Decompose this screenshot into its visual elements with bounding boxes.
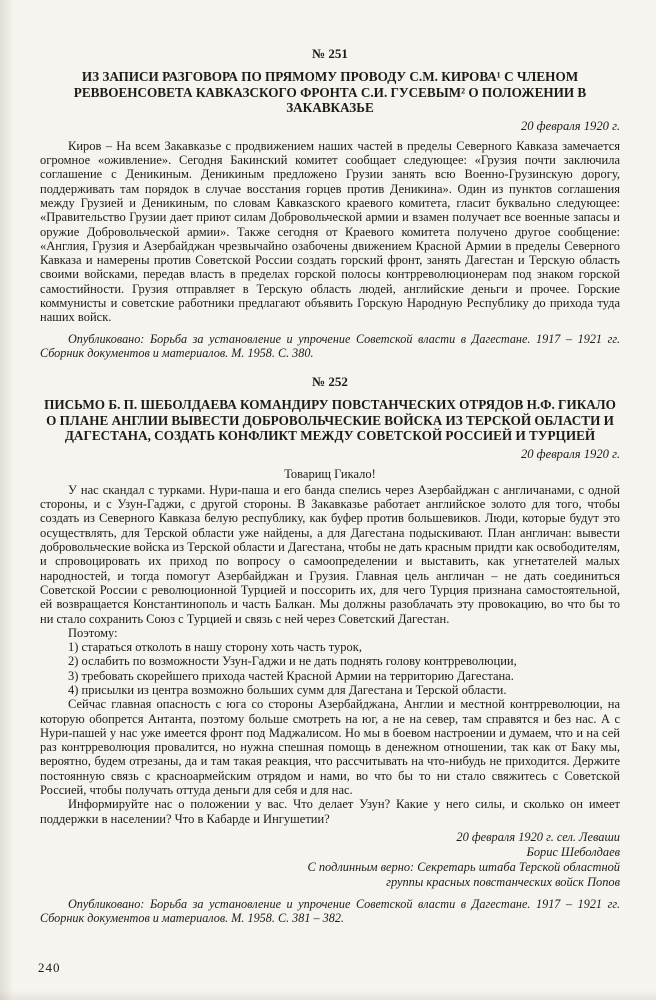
page-number: 240 [38, 960, 61, 975]
doc-title: ИЗ ЗАПИСИ РАЗГОВОРА ПО ПРЯМОМУ ПРОВОДУ С.М. КИРОВА¹ С ЧЛЕНОМ РЕВВОЕНСОВЕТА КАВКАЗСКОГО ФРОНТА С.И. ГУСЕВЫМ² О ПОЛОЖЕНИИ В ЗАКАВКАЗЬЕ [73, 69, 587, 116]
doc-date: 20 февраля 1920 г. [520, 118, 620, 133]
published-note: Опубликовано: Борьба за установление и упрочение Советской власти в Дагестане. 1917 – 1921 гг. Сборник документов и материалов. М. 1958. С. 381 – 382. [40, 896, 620, 926]
section-divider-space [40, 360, 620, 374]
list-item: 1) стараться отколоть в нашу сторону хоть часть турок, [68, 640, 362, 655]
signature-date-place: 20 февраля 1920 г. сел. Леваши [456, 829, 620, 844]
document-251 [40, 46, 620, 360]
list-item: 2) ослабить по возможности Узун-Гаджи и не дать поднять голову контрреволюции, [68, 654, 517, 669]
doc-date: 20 февраля 1920 г. [520, 446, 620, 461]
doc-body-paragraph: Информируйте нас о положении у вас. Что делает Узун? Какие у него силы, и сколько он имеет поддержки в населении? Что в Кабарде и Ингушетии? [40, 797, 620, 826]
published-note: Опубликовано: Борьба за установление и упрочение Советской власти в Дагестане. 1917 – 1921 гг. Сборник документов и материалов. М. 1958. С. 380. [40, 331, 620, 360]
doc-body-paragraph: Поэтому: [68, 625, 118, 640]
doc-body-paragraph: У нас скандал с турками. Нури-паша и его банда спелись через Азербайджан с англичанами, с одной стороны, и с Узун-Гаджи, с другой стороны. В Закавказье работает английское золото для того, чтобы создать из Северного Кавказа белую республику, как буфер против большевиков. Люди, которые будут это осуществлять, для Терской области уже найдены, а для Дагестана подыскивают. План англичан: вывести добровольческие войска из Терской области и Дагестана, чтобы не дать красным придти как освободителям, и спровоцировать их приход по вопросу о самоопределении и выставить, как угнетателей малых народностей, и тогда помогут Азербайджан и Грузия. Главная цель англичан – не дать соединиться Советской России с революционной Турцией и поссорить их, для чего Турция признана самостоятельной, ей возвращается Константинополь и часть Балкан. Мы должны разоблачать эту провокацию, во что бы то ни стало сохранить Союз с Турцией и связь с ней через Советский Дагестан. [40, 482, 620, 626]
signature-certification: С подлинным верно: Секретарь штаба Терской областной группы красных повстанческих войск Попов [307, 859, 620, 889]
doc-body-paragraph: Сейчас главная опасность с юга со стороны Азербайджана, Англии и местной контрреволюции, на которую обопрется Антанта, поэтому больше смотреть на юг, а не на север, там справятся и без нас. А с Нури-пашей у нас уже имеется фронт под Маджалисом. Но мы в боевом настроении и думаем, что и на сей раз контрреволюция провалится, но нужна спешная помощь в денежном отношении, так как от Баку мы, вероятно, будем отрезаны, да и там такая реакция, что рассчитывать на что-нибудь не приходится. Держите постоянную связь с красноармейским отрядом и нами, во что бы то ни стало свяжитесь с Советской Россией, чтобы получать оттуда деньги для себя и для нас. [40, 697, 620, 798]
salutation: Товарищ Гикало! [284, 466, 376, 481]
signature-block [40, 830, 620, 890]
doc-number: № 252 [312, 374, 348, 390]
document-252 [40, 374, 620, 925]
doc-title: ПИСЬМО Б. П. ШЕБОЛДАЕВА КОМАНДИРУ ПОВСТАНЧЕСКИХ ОТРЯДОВ Н.Ф. ГИКАЛО О ПЛАНЕ АНГЛИИ ВЫВЕСТИ ДОБРОВОЛЬЧЕСКИЕ ВОЙСКА ИЗ ТЕРСКОЙ ОБЛАСТИ И ДАГЕСТАНА, СОЗДАТЬ КОНФЛИКТ МЕЖДУ СОВЕТСКОЙ РОССИЕЙ И ТУРЦИЕЙ [44, 397, 616, 444]
list-item: 3) требовать скорейшего прихода частей Красной Армии на территорию Дагестана. [68, 668, 514, 683]
doc-body-paragraph: Киров – На всем Закавказье с продвижением наших частей в пределы Северного Кавказа замечается огромное «оживление». Сегодня Бакинский комитет сообщает следующее: «Грузия почти заключила соглашение с Деникиным. Деникиным предложено Грузии занять всю Военно-Грузинскую дорогу, поддерживать там порядок в случае восстания горцев против Деникина». Один из пунктов соглашения между Грузией и Деникиным, по словам Кавказского краевого комитета, гласит буквально следующее: «Правительство Грузии дает приют силам Добровольческой армии и взамен получает все военные запасы и оружие Добровольческой армии». Также сегодня от Краевого комитета получено другое сообщение: «Англия, Грузия и Азербайджан чрезвычайно озабочены движением Красной Армии в пределы Северного Кавказа и намерены против Советской России создать горский фронт, занять Дагестан и Терскую область своими войсками, передав власть в пределах горской полосы контрреволюционерам под знаком горской самостийности. Грузия отправляет в Терскую область людей, английские деньги и прочее. Горские коммунисты и советские работники предлагают объявить Горскую Народную Республику до прихода туда наших войск. [40, 138, 620, 325]
doc-number: № 251 [312, 46, 348, 61]
signature-name: Борис Шеболдаев [526, 844, 620, 859]
list-item: 4) присылки из центра возможно больших сумм для Дагестана и Терской области. [68, 682, 507, 697]
